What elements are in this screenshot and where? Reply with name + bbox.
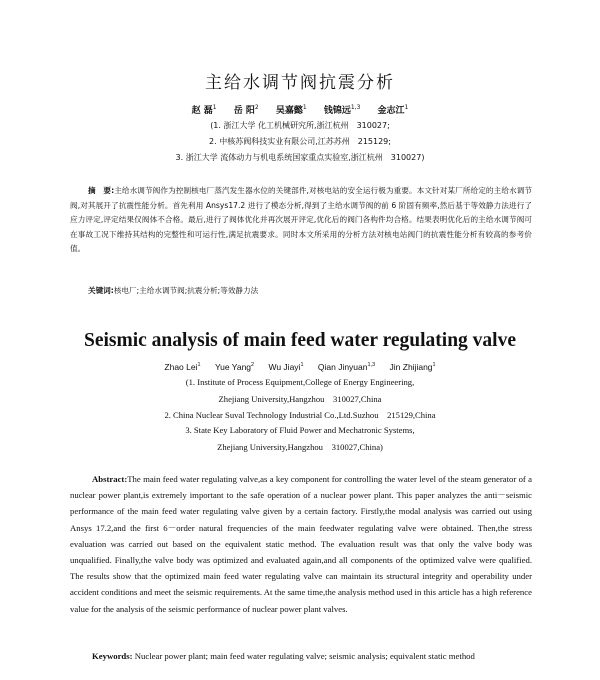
- english-affiliation-3: 2. China Nuclear Suval Technology Industrial Co.,Ltd.Suzhou 215129,China: [164, 410, 436, 420]
- chinese-affiliation-2: 2. 中核苏阀科技实业有限公司,江苏苏州 215129;: [209, 137, 391, 146]
- chinese-author: 岳 阳$^2$: [233, 104, 259, 116]
- chinese-keywords-label: 关键词:: [88, 286, 114, 295]
- chinese-abstract: [70, 184, 532, 257]
- english-authors: [0, 362, 600, 372]
- chinese-author: 金志江$^1$: [377, 104, 409, 116]
- chinese-keywords: [88, 285, 532, 296]
- chinese-affiliation-3: 3. 浙江大学 流体动力与机电系统国家重点实验室,浙江杭州 310027): [175, 153, 425, 162]
- english-abstract-label: Abstract:: [92, 474, 128, 484]
- english-author: Zhao Lei$^1$: [164, 362, 201, 372]
- chinese-authors: [0, 103, 600, 116]
- chinese-author: 赵 磊$^1$: [191, 104, 217, 116]
- chinese-title: 主给水调节阀抗震分析: [205, 73, 395, 93]
- english-keywords: [70, 649, 532, 664]
- chinese-author: 吴嘉懿$^1$: [275, 104, 307, 116]
- english-author: Qian Jinyuan$^{1,3}$: [317, 362, 376, 372]
- chinese-affiliation-1: (1. 浙江大学 化工机械研究所,浙江杭州 310027;: [210, 121, 390, 130]
- chinese-author: 钱锦远$^{1,3}$: [323, 104, 361, 116]
- english-abstract-text: The main feed water regulating valve,as a key component for controlling the water level of the steam generator of a nuclear power plant,is extremely important to the safe operation of a nuclear power plant. This paper analyzes the anti－seismic performance of the main feed water regulating valve given by a certain factory. Firstly,the modal analysis was carried out using Ansys 17.2,and the first 6－order natural frequencies of the main feedwater regulating valve were obtained. Then,the stress evaluation was carried out based on the equivalent static method. The evaluation result was that only the valve body was unqualified. Finally,the valve body was optimized and evaluated again,and all components of the optimized valve were qualified. The results show that the optimized main feed water regulating valve can maintain its structural integrity and operability under accident conditions and meet the seismic requirements. At the same time,the analysis method used in this article has a high reference value for the analysis of the seismic performance of nuclear power plant valves.: [70, 474, 532, 614]
- english-author: Yue Yang$^2$: [214, 362, 255, 372]
- english-title: Seismic analysis of main feed water regulating valve: [83, 330, 517, 351]
- chinese-keywords-text: 核电厂;主给水调节阀;抗震分析;等效静力法: [113, 286, 259, 295]
- english-affiliation-2: Zhejiang University,Hangzhou 310027,China: [218, 394, 382, 404]
- english-abstract: [70, 471, 532, 617]
- english-keywords-text: Nuclear power plant; main feed water regulating valve; seismic analysis; equivalent static method: [134, 651, 475, 661]
- english-affiliation-5: Zhejiang University,Hangzhou 310027,China): [217, 442, 383, 452]
- english-author: Wu Jiayi$^1$: [268, 362, 304, 372]
- chinese-abstract-text: 主给水调节阀作为控制核电厂蒸汽发生器水位的关键部件,对核电站的安全运行极为重要。本文针对某厂所给定的主给水调节阀,对其展开了抗震性能分析。首先利用 Ansys17.2 进行了模态分析,得到了主给水调节阀的前 6 阶固有频率,然后基于等效静力法进行了应力评定,评定结果仅阀体不合格。最后,进行了阀体优化并再次展开评定,优化后的阀门各构件均合格。结果表明优化后的主给水调节阀可在事故工况下维持其结构的完整性和可运行性,满足抗震要求。同时本文所采用的分析方法对核电站阀门的抗震性能分析有较高的参考价值。: [70, 186, 532, 253]
- english-keywords-label: Keywords:: [92, 651, 133, 661]
- english-affiliation-4: 3. State Key Laboratory of Fluid Power and Mechatronic Systems,: [185, 425, 415, 435]
- english-affiliation-1: (1. Institute of Process Equipment,College of Energy Engineering,: [185, 377, 415, 387]
- chinese-abstract-label: 摘 要:: [88, 186, 115, 195]
- english-author: Jin Zhijiang$^1$: [389, 362, 436, 372]
